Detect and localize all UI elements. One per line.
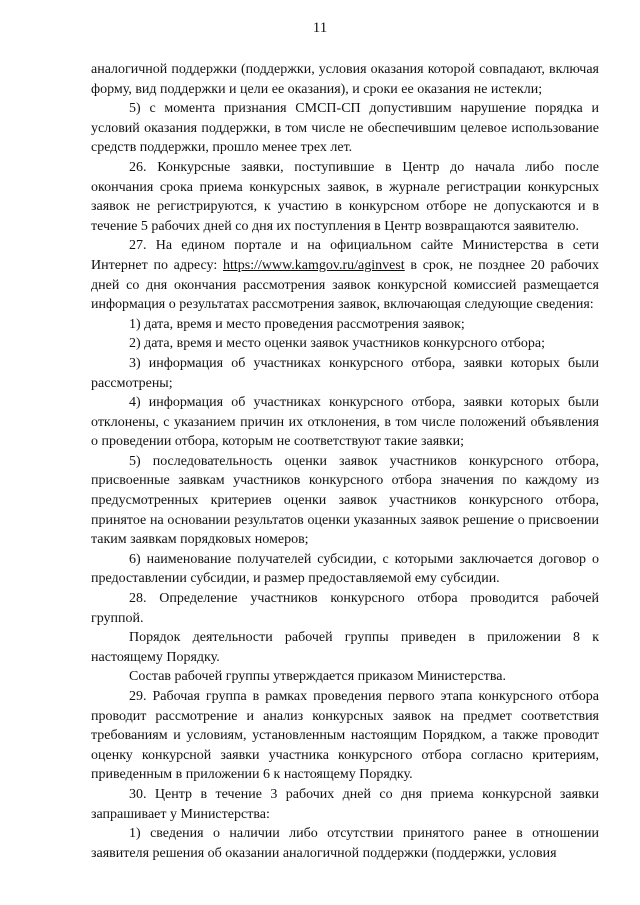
paragraph-27-text-end: в срок, не позднее 20 рабочих дней со дня окончания рассмотрения заявок конкурсной комиссией размещается информация о результатах рассмотрения заявок, включающая следующие сведения: — [91, 257, 600, 313]
list-item-5-evaluation: 5) последовательность оценки заявок участников конкурсного отбора, присвоенные заявкам участников конкурсного отбора значения по каждому из предусмотренных критериев оценки заявок участников конкурсного отбора, принятое на основании результатов оценки указанных заявок решение о присвоении таким заявкам порядковых номеров; — [91, 453, 599, 548]
paragraph-continuation: аналогичной поддержки (поддержки, условия оказания которой совпадают, включая форму, вид поддержки и цели ее оказания), и сроки ее оказания не истекли; — [91, 62, 599, 97]
list-item-6: 6) наименование получателей субсидии, с которыми заключается договор о предоставлении субсидии, и размер предоставляемой ему субсидии. — [91, 551, 599, 587]
paragraph-working-group-procedure: Порядок деятельности рабочей группы приведен в приложении 8 к настоящему Порядку. — [91, 630, 599, 665]
paragraph-working-group-composition: Состав рабочей группы утверждается приказом Министерства. — [129, 669, 506, 685]
list-item-3: 3) информация об участниках конкурсного отбора, заявки которых были рассмотрены; — [91, 355, 599, 391]
paragraph-27 — [91, 236, 599, 314]
list-item-2: 2) дата, время и место оценки заявок участников конкурсного отбора; — [129, 336, 546, 352]
document-body — [91, 60, 599, 863]
page-number: 11 — [312, 20, 328, 36]
list-item-1-request: 1) сведения о наличии либо отсутствии принятого ранее в отношении заявителя решения об оказании аналогичной поддержки (поддержки, условия — [91, 826, 599, 861]
paragraph-30: 30. Центр в течение 3 рабочих дней со дня приема конкурсной заявки запрашивает у Министерства: — [91, 786, 599, 822]
paragraph-27-text-start: 27. На едином портале и на официальном сайте Министерства в сети Интернет по адресу: — [91, 238, 599, 273]
list-item-5: 5) с момента признания СМСП-СП допустившим нарушение порядка и условий оказания поддержки, в том числе не обеспечившим целевое использование средств поддержки, прошло менее трех лет. — [91, 101, 599, 156]
paragraph-28: 28. Определение участников конкурсного отбора проводится рабочей группой. — [91, 591, 599, 626]
list-item-1: 1) дата, время и место проведения рассмотрения заявок; — [129, 316, 465, 332]
list-item-4: 4) информация об участниках конкурсного отбора, заявки которых были отклонены, с указанием причин их отклонения, в том числе положений объявления о проведении отбора, которым не соответствуют такие заявки; — [91, 395, 599, 450]
paragraph-26: 26. Конкурсные заявки, поступившие в Центр до начала либо после окончания срока приема конкурсных заявок, в журнале регистрации конкурсных заявок не регистрируются, к участию в конкурсном отборе не допускаются и в течение 5 рабочих дней со дня их поступления в Центр возвращаются заявителю. — [91, 159, 599, 234]
aginvest-link[interactable]: https://www.kamgov.ru/aginvest — [222, 257, 405, 273]
paragraph-29: 29. Рабочая группа в рамках проведения первого этапа конкурсного отбора проводит рассмотрение и анализ конкурсных заявок на предмет соответствия требованиям и условиям, установленным настоящим Порядком, а также проводит оценку конкурсной заявки участника конкурсного отбора согласно критериям, приведенным в приложении 6 к настоящему Порядку. — [91, 689, 599, 783]
